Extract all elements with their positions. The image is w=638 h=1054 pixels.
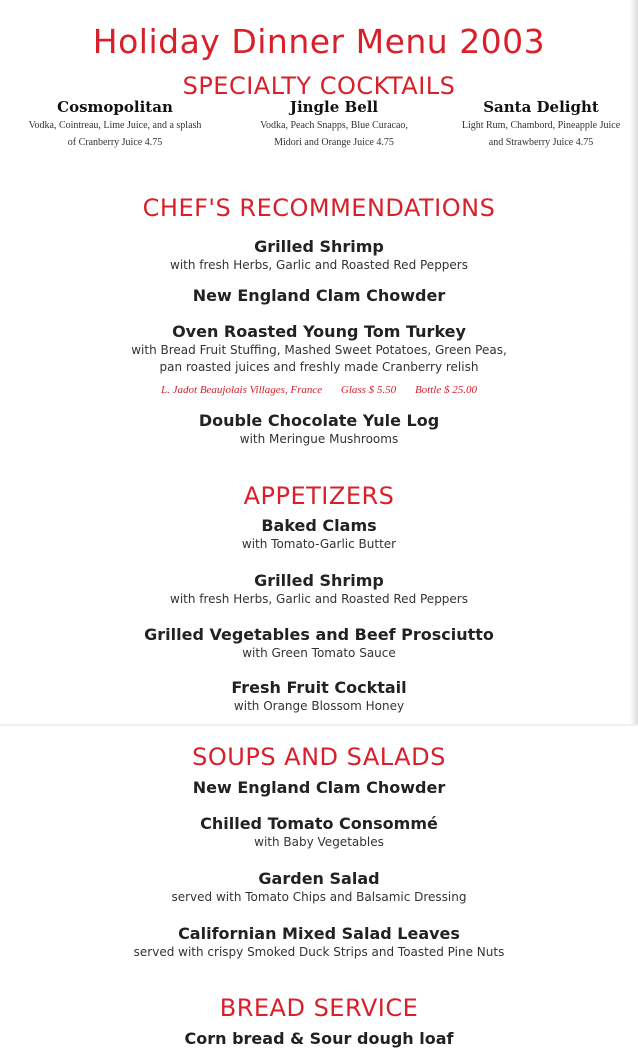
item-desc: with Orange Blossom Honey	[233, 699, 405, 713]
menu-item	[0, 516, 638, 553]
cocktail-desc-line2: Midori and Orange Juice 4.75	[274, 137, 394, 148]
item-desc: with Tomato-Garlic Butter	[241, 537, 397, 551]
bread-heading: BREAD SERVICE	[219, 994, 419, 1022]
menu-item	[0, 1029, 638, 1049]
appetizers-heading: APPETIZERS	[243, 482, 395, 510]
cocktail-name: Santa Delight	[483, 98, 599, 116]
menu-item	[0, 814, 638, 851]
item-name: Grilled Shrimp	[254, 237, 384, 256]
menu-item	[0, 625, 638, 662]
menu-item	[0, 869, 638, 906]
menu-item	[0, 411, 638, 448]
item-desc: served with Tomato Chips and Balsamic Dressing	[171, 890, 467, 904]
menu-item	[0, 778, 638, 798]
chefs-heading: CHEF'S RECOMMENDATIONS	[142, 194, 496, 222]
item-name: Grilled Vegetables and Beef Prosciutto	[144, 625, 494, 644]
item-name: Garden Salad	[258, 869, 380, 888]
wine-bottle-price: Bottle $ 25.00	[414, 384, 477, 396]
wine-pairing	[0, 384, 638, 396]
item-name: Californian Mixed Salad Leaves	[178, 924, 460, 943]
cocktail-name: Jingle Bell	[289, 98, 379, 116]
item-desc: served with crispy Smoked Duck Strips and Toasted Pine Nuts	[133, 945, 505, 959]
item-name: Corn bread & Sour dough loaf	[184, 1029, 454, 1048]
item-name: Chilled Tomato Consommé	[200, 814, 438, 833]
item-desc: with Green Tomato Sauce	[242, 646, 396, 660]
wine-glass-price: Glass $ 5.50	[340, 384, 397, 396]
cocktail-desc-line1: Light Rum, Chambord, Pineapple Juice	[461, 120, 621, 131]
page-divider	[0, 724, 638, 726]
menu-item	[0, 286, 638, 306]
item-name: Double Chocolate Yule Log	[198, 411, 440, 430]
item-name: Grilled Shrimp	[254, 571, 384, 590]
item-desc-line2: pan roasted juices and freshly made Cranberry relish	[159, 360, 479, 374]
item-name: Baked Clams	[261, 516, 377, 535]
cocktail-desc-line1: Vodka, Peach Snapps, Blue Curacao,	[260, 120, 408, 131]
item-name: Oven Roasted Young Tom Turkey	[172, 322, 466, 341]
item-desc: with Meringue Mushrooms	[239, 432, 399, 446]
item-desc: with fresh Herbs, Garlic and Roasted Red Peppers	[170, 258, 468, 272]
menu-item	[0, 322, 638, 376]
cocktail-desc-line1: Vodka, Cointreau, Lime Juice, and a splash	[28, 120, 202, 131]
cocktail-name: Cosmopolitan	[57, 98, 173, 116]
menu-item	[0, 678, 638, 715]
cocktail-santa-delight	[446, 98, 636, 150]
cocktail-jingle-bell	[224, 98, 444, 150]
item-name: Fresh Fruit Cocktail	[231, 678, 407, 697]
cocktails-heading: SPECIALTY COCKTAILS	[182, 72, 456, 100]
wine-name: L. Jadot Beaujolais Villages, France	[161, 384, 323, 396]
menu-item	[0, 237, 638, 274]
item-desc: with Baby Vegetables	[254, 835, 384, 849]
cocktail-cosmopolitan	[5, 98, 225, 150]
item-desc-line1: with Bread Fruit Stuffing, Mashed Sweet Potatoes, Green Peas,	[131, 343, 507, 357]
cocktail-desc-line2: and Strawberry Juice 4.75	[488, 137, 594, 148]
menu-item	[0, 571, 638, 608]
item-name: New England Clam Chowder	[192, 778, 446, 797]
menu-item	[0, 924, 638, 961]
menu-title: Holiday Dinner Menu 2003	[92, 22, 546, 61]
cocktail-desc-line2: of Cranberry Juice 4.75	[67, 137, 163, 148]
item-name: New England Clam Chowder	[192, 286, 446, 305]
item-desc: with fresh Herbs, Garlic and Roasted Red Peppers	[170, 592, 468, 606]
soups-heading: SOUPS AND SALADS	[192, 743, 446, 771]
